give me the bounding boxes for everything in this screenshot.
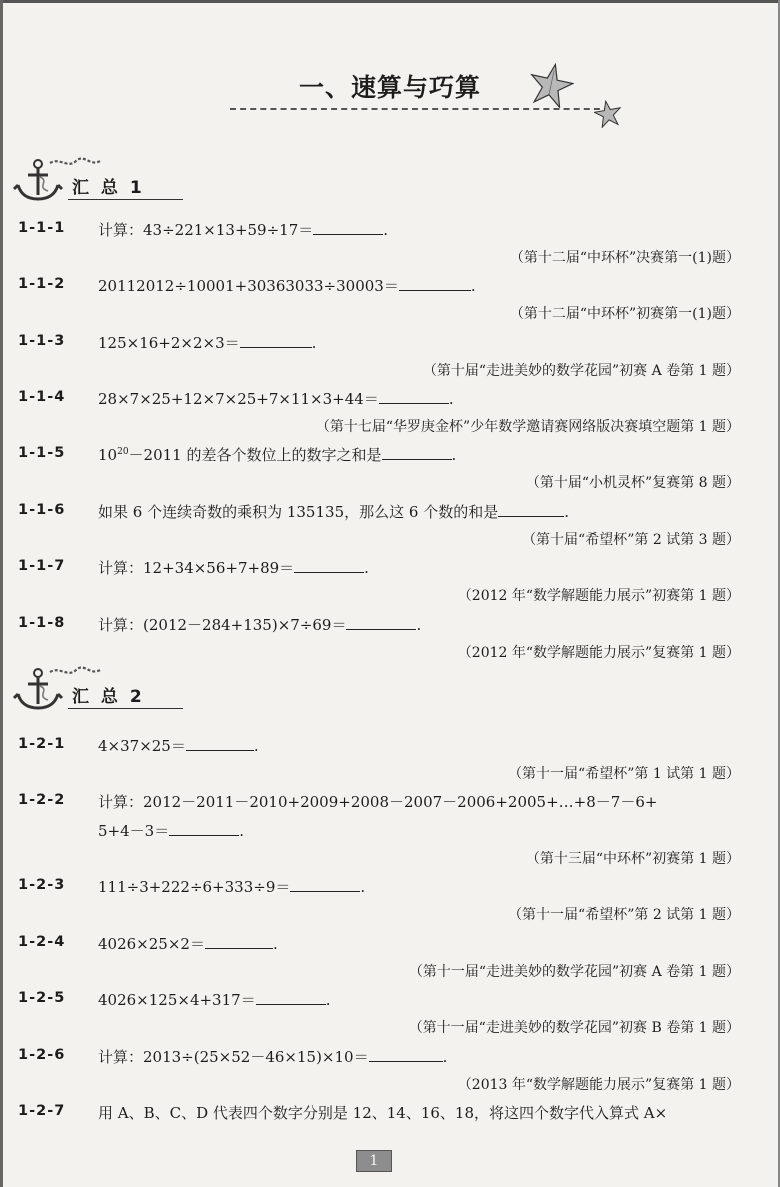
problem-source: （第十三届“中环杯”初赛第 1 题） — [525, 851, 740, 867]
problem-text: 20112012÷10001+30363033÷30003＝ . — [98, 277, 476, 295]
page-number: 1 — [356, 1150, 392, 1172]
problem-source: （第十一届“希望杯”第 1 试第 1 题） — [508, 766, 740, 782]
problem-text: 如果 6 个连续奇数的乘积为 135135，那么这 6 个数的和是 . — [98, 503, 569, 521]
star-icon — [528, 62, 574, 108]
problem-number: 1-2-5 — [18, 990, 66, 1006]
answer-blank[interactable] — [399, 276, 471, 291]
problem-text: 计算：2012－2011－2010+2009+2008－2007－2006+2005+…+8－7－6+ — [98, 793, 658, 811]
problem-number: 1-1-4 — [18, 389, 66, 405]
answer-blank[interactable] — [498, 502, 564, 517]
page-border-top — [0, 0, 780, 3]
section-title: 汇 总 2 — [72, 687, 145, 707]
answer-blank[interactable] — [313, 220, 383, 235]
problem-number: 1-2-6 — [18, 1047, 66, 1063]
answer-blank[interactable] — [169, 821, 239, 836]
problem-source: （第十届“小机灵杯”复赛第 8 题） — [525, 475, 740, 491]
answer-blank[interactable] — [186, 736, 254, 751]
section-heading-2 — [10, 664, 210, 710]
problem-source: （第十一届“走进美妙的数学花园”初赛 A 卷第 1 题） — [408, 964, 740, 980]
problem-number: 1-1-3 — [18, 333, 66, 349]
problem-text: 5+4－3＝ . — [98, 822, 244, 840]
problem-number: 1-2-1 — [18, 736, 66, 752]
problem-text: $10^{20}-2011$ 的差各个数位上的数字之和是 . — [98, 446, 457, 464]
problem-number: 1-1-6 — [18, 502, 66, 518]
problem-text: 4×37×25＝ . — [98, 737, 259, 755]
problem-number: 1-2-7 — [18, 1103, 66, 1119]
problem-number: 1-2-2 — [18, 792, 66, 808]
problem-text: 计算：(2012－284+135)×7÷69＝ . — [98, 616, 422, 634]
section-rule — [68, 199, 183, 200]
answer-blank[interactable] — [290, 877, 360, 892]
problem-number: 1-2-3 — [18, 877, 66, 893]
answer-blank[interactable] — [205, 934, 273, 949]
problem-number: 1-1-8 — [18, 615, 66, 631]
problem-source: （2013 年“数学解题能力展示”复赛第 1 题） — [457, 1077, 740, 1093]
answer-blank[interactable] — [294, 558, 364, 573]
section-heading-1 — [10, 155, 210, 201]
chapter-title: 一、速算与巧算 — [298, 73, 481, 102]
section-rule — [68, 708, 183, 709]
answer-blank[interactable] — [382, 445, 452, 460]
problem-text: 4026×25×2＝ . — [98, 935, 278, 953]
problem-text: 125×16+2×2×3＝ . — [98, 334, 317, 352]
answer-blank[interactable] — [256, 990, 326, 1005]
title-dashed-rule — [230, 108, 610, 110]
star-icon-small — [594, 100, 622, 128]
problem-text: 用 A、B、C、D 代表四个数字分别是 12、14、16、18，将这四个数字代入算式 A× — [98, 1104, 668, 1122]
problem-text: 4026×125×4+317＝ . — [98, 991, 331, 1009]
section-title: 汇 总 1 — [72, 178, 145, 198]
problem-source: （第十七届“华罗庚金杯”少年数学邀请赛网络版决赛填空题第 1 题） — [315, 419, 740, 435]
problem-number: 1-1-7 — [18, 558, 66, 574]
problem-number: 1-2-4 — [18, 934, 66, 950]
answer-blank[interactable] — [369, 1047, 443, 1062]
problem-text: 111÷3+222÷6+333÷9＝ . — [98, 878, 366, 896]
answer-blank[interactable] — [379, 389, 449, 404]
problem-number: 1-1-1 — [18, 220, 66, 236]
problem-source: （第十一届“走进美妙的数学花园”初赛 B 卷第 1 题） — [408, 1020, 740, 1036]
answer-blank[interactable] — [240, 333, 312, 348]
problem-number: 1-1-2 — [18, 276, 66, 292]
problem-source: （2012 年“数学解题能力展示”初赛第 1 题） — [457, 588, 740, 604]
problem-source: （第十二届“中环杯”决赛第一(1)题） — [509, 250, 740, 266]
problem-text: 28×7×25+12×7×25+7×11×3+44＝ . — [98, 390, 454, 408]
page-border-left — [0, 0, 3, 1187]
problem-text: 计算：2013÷(25×52－46×15)×10＝ . — [98, 1048, 448, 1066]
problem-source: （第十届“走进美妙的数学花园”初赛 A 卷第 1 题） — [422, 363, 740, 379]
problem-text: 计算：12+34×56+7+89＝ . — [98, 559, 369, 577]
problem-source: （第十一届“希望杯”第 2 试第 1 题） — [508, 907, 740, 923]
problem-source: （2012 年“数学解题能力展示”复赛第 1 题） — [457, 645, 740, 661]
problem-text: 计算：43÷221×13+59÷17＝ . — [98, 221, 389, 239]
problem-source: （第十二届“中环杯”初赛第一(1)题） — [509, 306, 740, 322]
problem-number: 1-1-5 — [18, 445, 66, 461]
answer-blank[interactable] — [346, 615, 416, 630]
problem-source: （第十届“希望杯”第 2 试第 3 题） — [522, 532, 740, 548]
